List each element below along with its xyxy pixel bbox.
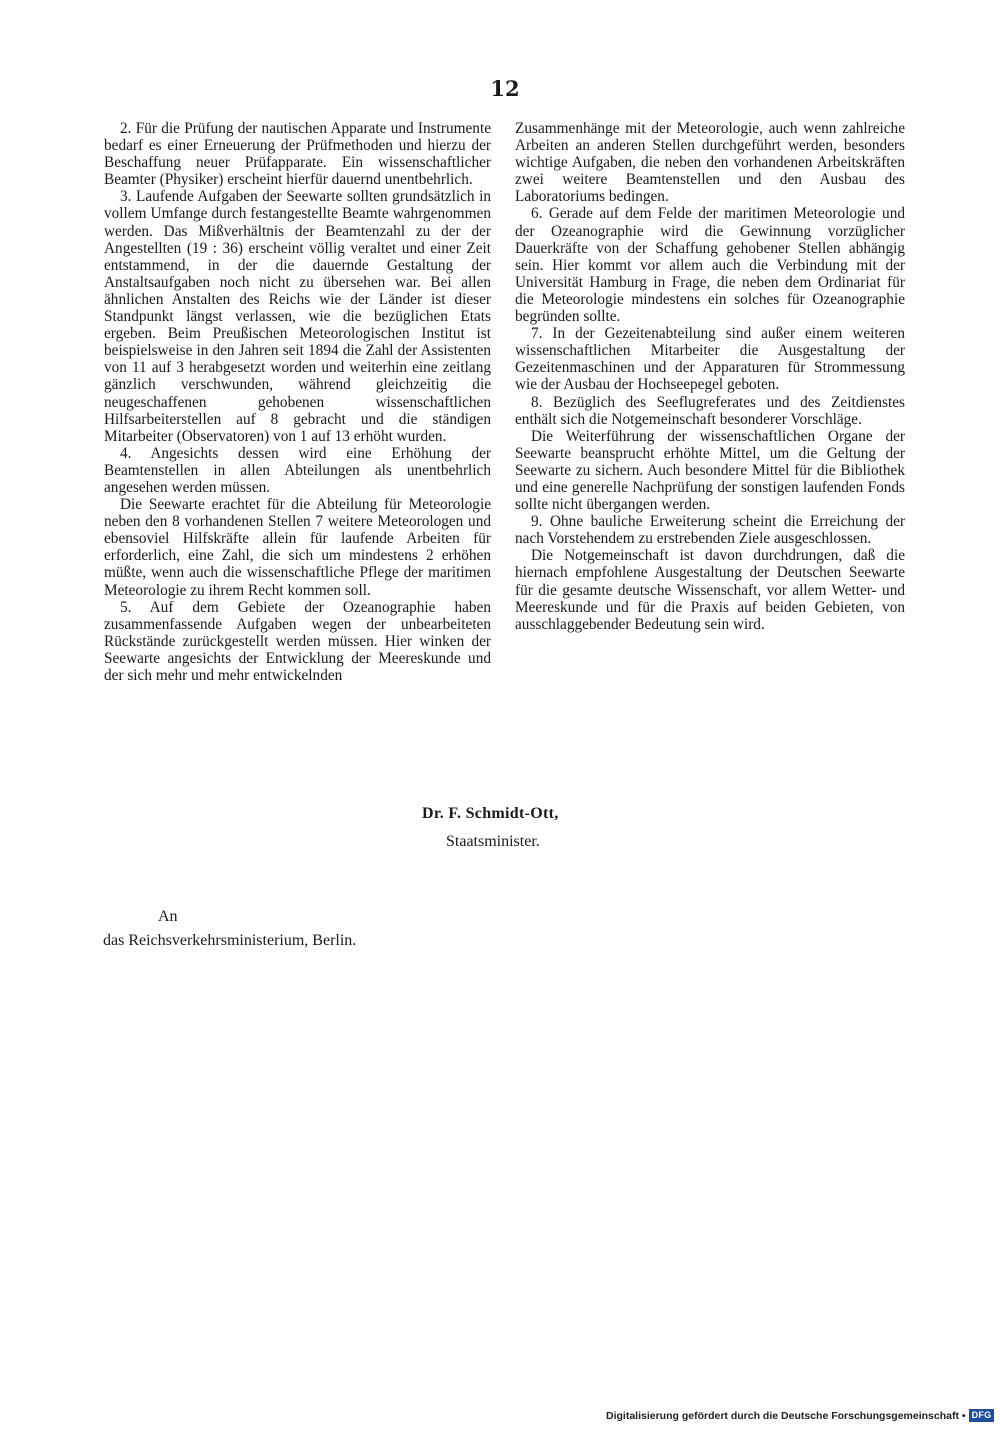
paragraph-item-2: 2. Für die Prüfung der nautischen Apparate und Instrumente bedarf es einer Erneuerung der Prüfmethoden und hierzu der Beschaffung neuer Prüfapparate. Ein wissenschaftlicher Beamter (Physiker) erscheint hierfür dauernd unentbehrlich. <box>104 120 491 189</box>
footer-credit: Digitalisierung gefördert durch die Deutsche Forschungsgemeinschaft • <box>606 1409 966 1422</box>
paragraph-item-6: 6. Gerade auf dem Felde der maritimen Meteorologie und der Ozeanographie wird die Gewinnung vorzüglicher Dauerkräfte von der Schaffung gehobener Stellen abhängig sein. Hier kommt vor allem auch die Verbindung mit der Universität Hamburg in Frage, die neben dem Ordinariat für die Meteorologie mindestens ein solches für Ozeanographie begründen sollte. <box>515 205 905 326</box>
paragraph-item-7: 7. In der Gezeitenabteilung sind außer einem weiteren wissenschaftlichen Mitarbeiter die Ausgestaltung der Gezeitenmaschinen und der Apparaturen für Strommessung wie der Ausbau der Hochseepegel geboten. <box>515 325 905 394</box>
recipient-prefix: An <box>158 908 178 925</box>
signatory-title: Staatsminister. <box>446 833 540 850</box>
paragraph-item-4: 4. Angesichts dessen wird eine Erhöhung der Beamtenstellen in allen Abteilungen als unentbehrlich angesehen werden müssen. <box>104 444 491 496</box>
paragraph-item-9: 9. Ohne bauliche Erweiterung scheint die Erreichung der nach Vorstehendem zu erstrebenden Ziele ausgeschlossen. <box>515 513 905 548</box>
paragraph-meteorology-staff: Die Seewarte erachtet für die Abteilung für Meteorologie neben den 8 vorhandenen Stellen 7 weitere Meteorologen und ebensoviel Hilfskräfte allein für laufende Arbeiten für erforderlich, eine Zahl, die sich um mindestens 2 erhöhen müßte, wenn auch die wissenschaftliche Pflege der maritimen Meteorologie zu ihrem Recht kommen soll. <box>104 496 491 599</box>
right-text-column <box>515 120 905 633</box>
paragraph-conclusion: Die Notgemeinschaft ist davon durchdrungen, daß die hiernach empfohlene Ausgestaltung der Deutschen Seewarte für die gesamte deutsche Wissenschaft, vor allem Wetter- und Meereskunde und für die Praxis auf beiden Gebieten, von ausschlaggebender Bedeutung sein wird. <box>515 547 905 633</box>
left-text-column <box>104 120 491 684</box>
dfg-logo-icon: DFG <box>969 1409 995 1422</box>
digitization-footer <box>606 1409 994 1422</box>
page-number: 12 <box>490 76 520 101</box>
paragraph-item-3: 3. Laufende Aufgaben der Seewarte sollten grundsätzlich in vollem Umfange durch festangestellte Beamte wahrgenommen werden. Das Mißverhältnis der Beamtenzahl zu der der Angestellten (19 : 36) erscheint völlig veraltet und einer Zeit entstammend, in der die dauernde Gestaltung der Anstaltsaufgaben noch nicht zu übersehen war. Bei allen ähnlichen Anstalten des Reichs wie der Länder ist dieser Standpunkt längst verlassen, wie die bezüglichen Etats ergeben. Beim Preußischen Meteorologischen Institut ist beispielsweise in den Jahren seit 1894 die Zahl der Assistenten von 11 auf 3 herabgesetzt worden und weiterhin eine zeitlang gänzlich verschwunden, während gleichzeitig die neugeschaffenen gehobenen wissenschaftlichen Hilfsarbeiterstellen auf 8 gebracht und die ständigen Mitarbeiter (Observatoren) von 1 auf 13 erhöht wurden. <box>104 188 491 445</box>
paragraph-item-8: 8. Bezüglich des Seeflugreferates und des Zeitdienstes enthält sich die Notgemeinschaft besonderer Vorschläge. <box>515 393 905 428</box>
paragraph-scientific-organs: Die Weiterführung der wissenschaftlichen Organe der Seewarte beansprucht erhöhte Mittel, um die Geltung der Seewarte zu sichern. Auch besondere Mittel für die Bibliothek und eine generelle Nachprüfung der sonstigen laufenden Fonds sollte nicht übergangen werden. <box>515 427 905 514</box>
paragraph-item-5: 5. Auf dem Gebiete der Ozeanographie haben zusammenfassende Aufgaben wegen der unbearbeiteten Rückstände zurückgestellt werden müssen. Hier winken der Seewarte angesichts der Entwicklung der Meereskunde und der sich mehr und mehr entwickelnden <box>104 598 491 684</box>
signatory-name: Dr. F. Schmidt-Ott, <box>422 805 559 822</box>
paragraph-item-5-continued: Zusammenhänge mit der Meteorologie, auch wenn zahlreiche Arbeiten an anderen Stellen durchgeführt werden, besonders wichtige Aufgaben, die neben den vorhandenen Arbeitskräften zwei weitere Beamtenstellen und den Ausbau des Laboratoriums bedingen. <box>515 120 905 206</box>
recipient-addressee: das Reichsverkehrsministerium, Berlin. <box>103 932 357 949</box>
